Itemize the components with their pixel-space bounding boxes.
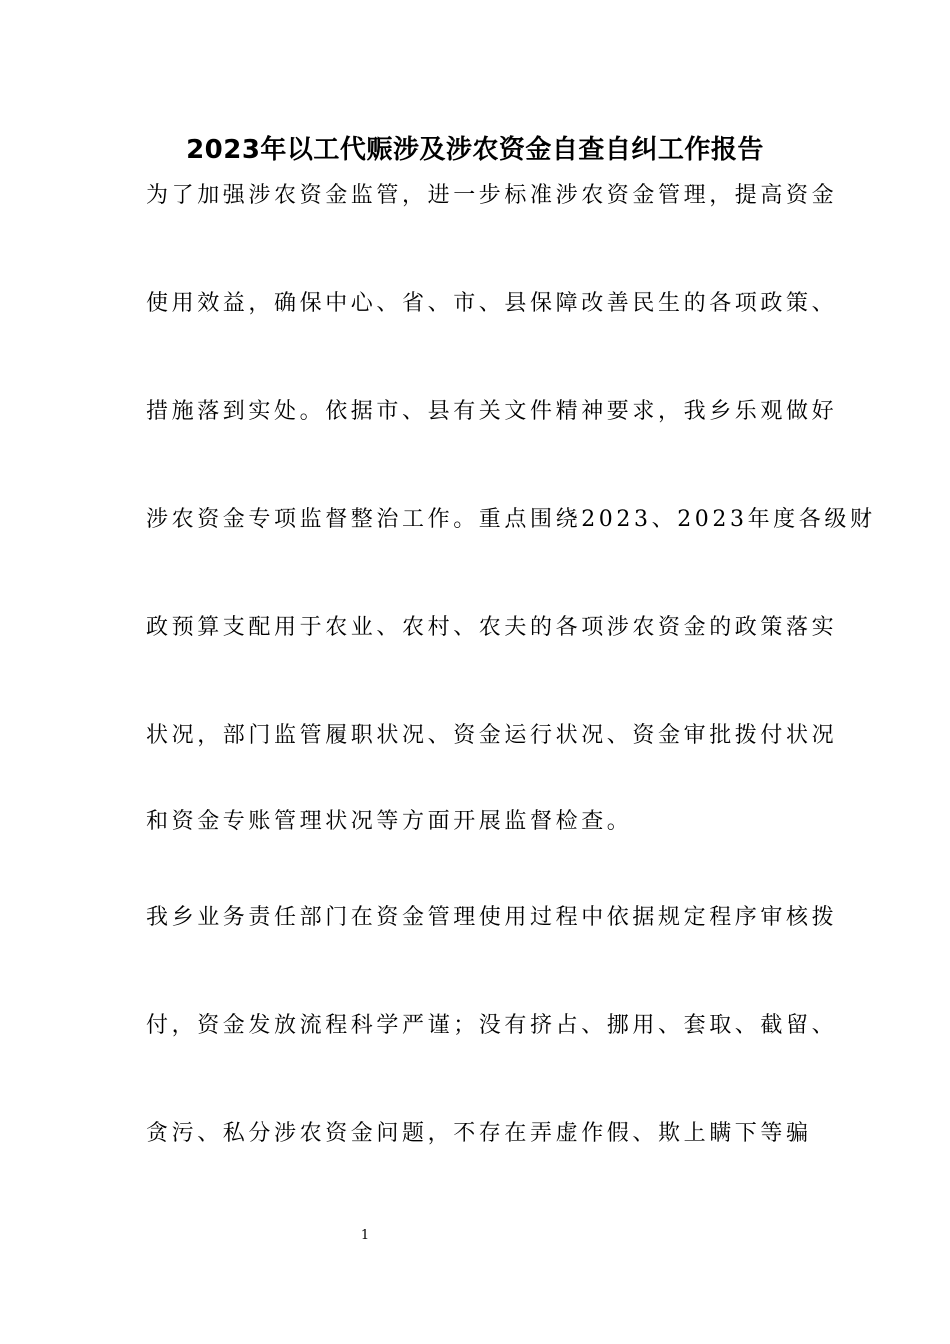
paragraph-line: 贪污、私分涉农资金问题，不存在弄虚作假、欺上瞒下等骗: [146, 1121, 812, 1146]
page-number: 1: [360, 1228, 370, 1243]
paragraph-line: 付，资金发放流程科学严谨；没有挤占、挪用、套取、截留、: [146, 1013, 838, 1038]
paragraph-line: 为了加强涉农资金监管，进一步标准涉农资金管理，提高资金: [146, 183, 838, 208]
paragraph-line: 措施落到实处。依据市、县有关文件精神要求，我乡乐观做好: [146, 399, 838, 424]
paragraph-line: 政预算支配用于农业、农村、农夫的各项涉农资金的政策落实: [146, 615, 838, 640]
document-title: 2023年以工代赈涉及涉农资金自查自纠工作报告: [186, 135, 764, 165]
paragraph-line: 我乡业务责任部门在资金管理使用过程中依据规定程序审核拨: [146, 905, 838, 930]
paragraph-line: 状况，部门监管履职状况、资金运行状况、资金审批拨付状况: [146, 723, 838, 748]
paragraph-line: 和资金专账管理状况等方面开展监督检查。: [146, 809, 633, 834]
paragraph-line: 使用效益，确保中心、省、市、县保障改善民生的各项政策、: [146, 291, 838, 316]
paragraph-line: 涉农资金专项监督整治工作。重点围绕2023、2023年度各级财: [146, 507, 876, 532]
